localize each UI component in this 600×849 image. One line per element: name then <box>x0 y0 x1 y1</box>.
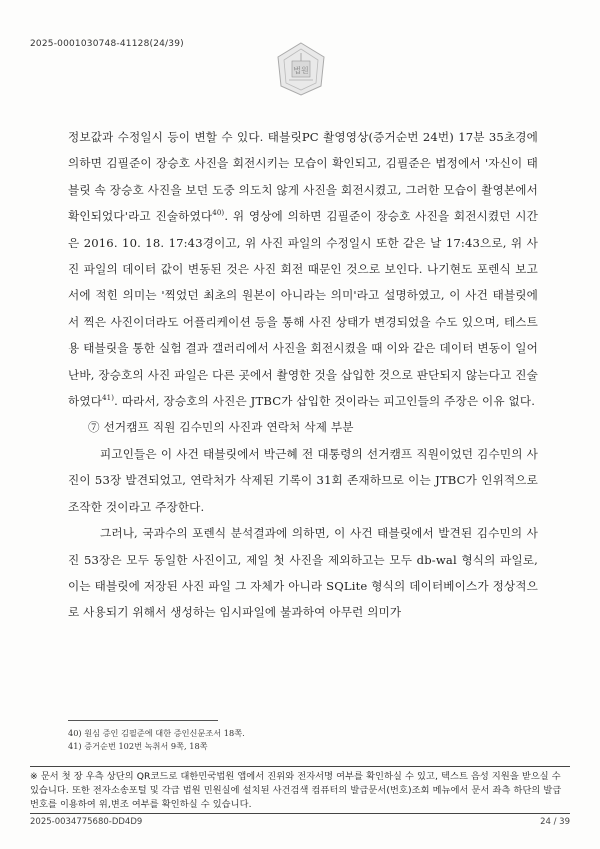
judgment-body <box>68 124 538 626</box>
footnote-divider <box>68 720 218 721</box>
footnote-ref-41: 41) <box>102 394 115 403</box>
footnote-41: 41) 증거순번 102번 녹취서 9쪽, 18쪽 <box>68 741 208 751</box>
footnotes <box>68 727 538 753</box>
section-heading-kim-sumin: ⑦ 선거캠프 직원 김수민의 사진과 연락처 삭제 부분 <box>88 420 354 435</box>
verification-notice: ※ 문서 첫 장 우측 상단의 QR코드로 대한민국법원 앱에서 진위와 전자서명 여부를 확인하실 수 있고, 텍스트 음성 지원을 받으실 수 있습니다. 또한 전자소송포털 및 각급 법원 민원실에 설치된 사건검색 컴퓨터의 발급문서(번호)조회 메뉴에서 문서 좌측 하단의 발급번호를 이용하여 위,변조 여부를 확인하실 수 있습니다. <box>30 771 562 810</box>
document-id-header: 2025-0001030748-41128(24/39) <box>30 39 184 49</box>
court-seal-icon <box>272 40 330 98</box>
footnote-40: 40) 원심 증인 김필준에 대한 증인신문조서 18쪽. <box>68 728 245 738</box>
issue-number: 2025-0034775680-DD4D9 <box>30 817 143 827</box>
paragraph-tablet-photo-rotation: 정보값과 수정일시 등이 변할 수 있다. 태블릿PC 촬영영상(증거순번 24번) 17분 35초경에 의하면 김필준이 장승호 사진을 회전시키는 모습이 확인되고, 김필준은 법정에서 '자신이 태블릿 속 장승호 사진을 보던 도중 의도치 않게 사진을 회전시켰고, 그러한 모습이 촬영본에서 확인되었다'라고 진술하였다$^{40)}$. 위 영상에 의하면 김필준이 장승호 사진을 회전시켰던 시간은 2016. 10. 18. 17:43경이고, 위 사진 파일의 수정일시 또한 같은 날 17:43으로, 위 사진 파일의 데이터 값이 변동된 것은 사진 회전 때문인 것으로 보인다. 나기현도 포렌식 보고서에 적힌 의미는 '찍었던 최초의 원본이 아니라는 의미'라고 설명하였고, 이 사건 태블릿에서 찍은 사진이더라도 어플리케이션 등을 통해 사진 상태가 변경되었을 수도 있으며, 테스트용 태블릿을 통한 실험 결과 갤러리에서 사진을 회전시켰을 때 이와 같은 데이터 변동이 일어난바, 장승호의 사진 파일은 다른 곳에서 촬영한 것을 삽입한 것으로 판단되지 않는다고 진술하였다$^{41)}$. 따라서, 장승호의 사진은 JTBC가 삽입한 것이라는 피고인들의 주장은 이유 없다. <box>68 130 538 409</box>
paragraph-forensic-result: 그러나, 국과수의 포렌식 분석결과에 의하면, 이 사건 태블릿에서 발견된 김수민의 사진 53장은 모두 동일한 사진이고, 제일 첫 사진을 제외하고는 모두 db-wal 형식의 파일로, 이는 태블릿에 저장된 사진 파일 그 자체가 아니라 SQLite 형식의 데이터베이스가 정상적으로 사용되기 위해서 생성하는 임시파일에 불과하여 아무런 의미가 <box>68 526 538 620</box>
paragraph-defendant-claim: 피고인들은 이 사건 태블릿에서 박근혜 전 대통령의 선거캠프 직원이었던 김수민의 사진이 53장 발견되었고, 연락처가 삭제된 기록이 31회 존재하므로 이는 JTBC가 인위적으로 조작한 것이라고 주장한다. <box>68 446 538 514</box>
footnote-ref-40: 40) <box>212 209 225 218</box>
page-number: 24 / 39 <box>540 817 570 827</box>
notice-divider-top <box>30 766 570 767</box>
seal-text: 법원 <box>293 66 309 75</box>
notice-divider-bottom <box>30 813 570 814</box>
